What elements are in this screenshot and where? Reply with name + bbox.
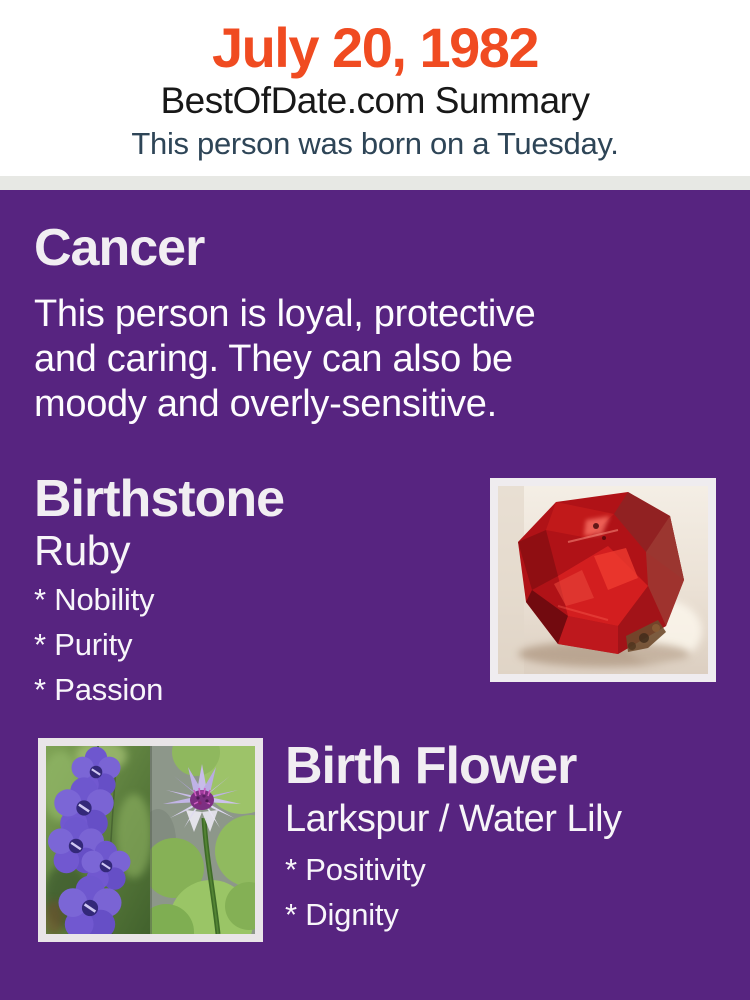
birth-flower-trait: * Dignity — [285, 897, 399, 932]
flower-photo — [46, 746, 255, 934]
divider-bar — [0, 176, 750, 190]
water-lily-photo-half — [138, 746, 255, 934]
zodiac-description-line: This person is loyal, protective — [34, 293, 536, 335]
birthstone-trait: * Purity — [34, 627, 133, 662]
birthstone-heading: Birthstone — [34, 470, 284, 528]
weekday-note: This person was born on a Tuesday. — [131, 125, 619, 161]
birth-flower-traits — [285, 854, 426, 944]
site-summary-title: BestOfDate.com Summary — [160, 79, 590, 121]
zodiac-description — [34, 292, 674, 427]
birth-flower-heading: Birth Flower — [285, 737, 577, 795]
zodiac-sign-heading: Cancer — [34, 219, 205, 277]
zodiac-description-line: and caring. They can also be — [34, 338, 513, 380]
zodiac-description-line: moody and overly-sensitive. — [34, 383, 497, 425]
date-title: July 20, 1982 — [211, 16, 539, 79]
flower-photo-figure — [38, 738, 263, 942]
header — [0, 0, 750, 176]
birthstone-trait: * Passion — [34, 672, 164, 707]
birthstone-name: Ruby — [34, 527, 131, 574]
birth-flower-name: Larkspur / Water Lily — [285, 798, 622, 840]
birthstone-traits — [34, 584, 163, 719]
details-panel — [0, 190, 750, 1000]
birth-flower-trait: * Positivity — [285, 852, 426, 887]
birthstone-trait: * Nobility — [34, 582, 155, 617]
larkspur-photo-half — [46, 746, 152, 934]
ruby-photo — [498, 486, 708, 674]
ruby-photo-figure — [490, 478, 716, 682]
